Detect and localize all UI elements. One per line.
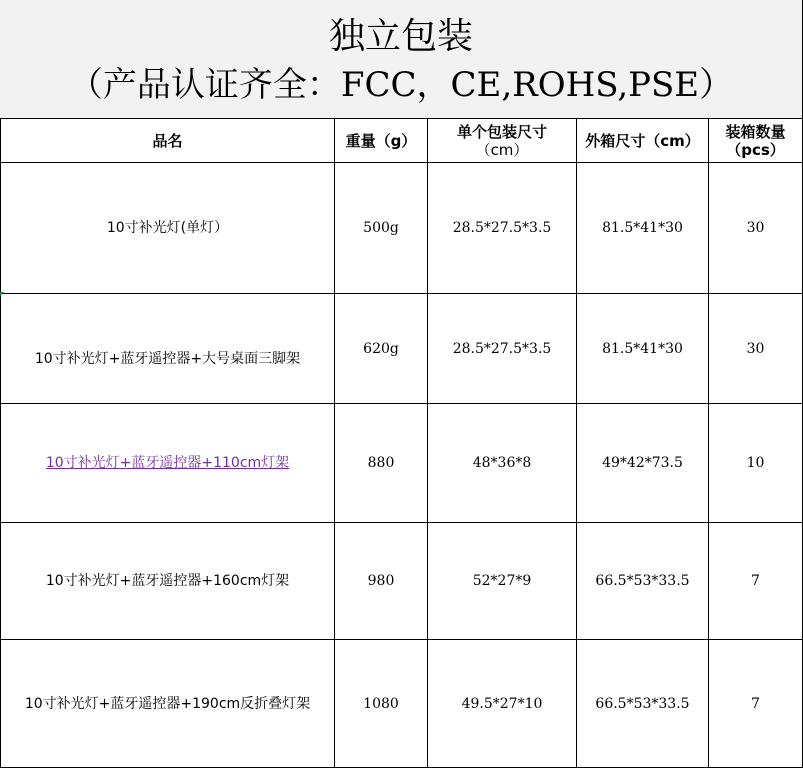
cell-carton-qty[interactable]: 30 bbox=[709, 294, 803, 404]
cell-carton-size[interactable]: 66.5*53*33.5 bbox=[577, 523, 709, 640]
cell-carton-size[interactable]: 81.5*41*30 bbox=[577, 163, 709, 294]
cell-name[interactable] bbox=[1, 294, 335, 404]
cell-weight[interactable]: 880 bbox=[335, 404, 428, 523]
title-cell[interactable] bbox=[0, 0, 803, 119]
title-main: 独立包装 bbox=[328, 16, 473, 57]
cell-weight[interactable]: 620g bbox=[335, 294, 428, 404]
table-row bbox=[1, 404, 803, 523]
cell-carton-size[interactable]: 66.5*53*33.5 bbox=[577, 640, 709, 768]
cell-package-size[interactable]: 52*27*9 bbox=[428, 523, 577, 640]
header-carton-size[interactable]: 外箱尺寸（cm） bbox=[577, 119, 709, 163]
cell-carton-qty[interactable]: 7 bbox=[709, 640, 803, 768]
comment-indicator-icon bbox=[0, 292, 4, 296]
cell-carton-size[interactable]: 81.5*41*30 bbox=[577, 294, 709, 404]
cell-carton-qty[interactable]: 10 bbox=[709, 404, 803, 523]
header-carton-qty[interactable] bbox=[709, 119, 803, 163]
cell-name[interactable] bbox=[1, 404, 335, 523]
cell-name-text: 10寸补光灯+蓝牙遥控器+大号桌面三脚架 bbox=[34, 350, 301, 367]
header-row bbox=[1, 119, 803, 163]
hyperlink[interactable]: 10寸补光灯+蓝牙遥控器+110cm灯架 bbox=[45, 455, 290, 471]
cell-package-size[interactable]: 28.5*27.5*3.5 bbox=[428, 163, 577, 294]
header-package-size-line2: （cm） bbox=[475, 140, 529, 159]
table-row bbox=[1, 163, 803, 294]
cell-weight[interactable]: 980 bbox=[335, 523, 428, 640]
table-row bbox=[1, 294, 803, 404]
cell-package-size[interactable]: 48*36*8 bbox=[428, 404, 577, 523]
cell-carton-qty[interactable]: 30 bbox=[709, 163, 803, 294]
header-carton-qty-line1: 装箱数量 bbox=[725, 122, 786, 141]
header-carton-qty-line2: （pcs） bbox=[726, 140, 785, 159]
header-package-size[interactable] bbox=[428, 119, 577, 163]
cell-package-size[interactable]: 28.5*27.5*3.5 bbox=[428, 294, 577, 404]
cell-weight[interactable]: 500g bbox=[335, 163, 428, 294]
table-row bbox=[1, 640, 803, 768]
cell-name[interactable]: 10寸补光灯+蓝牙遥控器+190cm反折叠灯架 bbox=[1, 640, 335, 768]
cell-name[interactable]: 10寸补光灯(单灯） bbox=[1, 163, 335, 294]
header-package-size-line1: 单个包装尺寸 bbox=[456, 122, 547, 141]
header-name[interactable]: 品名 bbox=[1, 119, 335, 163]
cell-package-size[interactable]: 49.5*27*10 bbox=[428, 640, 577, 768]
spec-table bbox=[0, 118, 803, 768]
cell-carton-qty[interactable]: 7 bbox=[709, 523, 803, 640]
title-subtitle: （产品认证齐全：FCC，CE,ROHS,PSE） bbox=[68, 65, 734, 105]
cell-name[interactable]: 10寸补光灯+蓝牙遥控器+160cm灯架 bbox=[1, 523, 335, 640]
cell-carton-size[interactable]: 49*42*73.5 bbox=[577, 404, 709, 523]
header-weight[interactable]: 重量（g） bbox=[335, 119, 428, 163]
table-row bbox=[1, 523, 803, 640]
cell-weight[interactable]: 1080 bbox=[335, 640, 428, 768]
